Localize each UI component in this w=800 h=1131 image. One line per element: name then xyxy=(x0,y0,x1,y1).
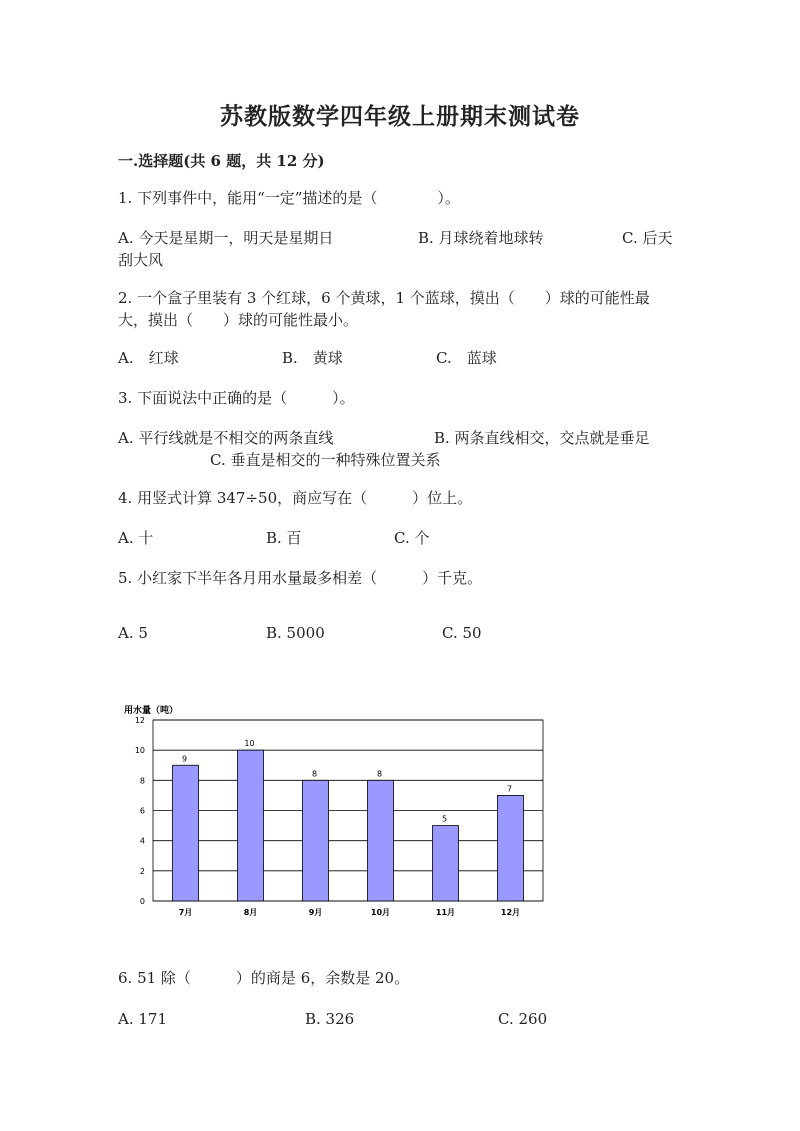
y-tick-label: 0 xyxy=(139,897,145,906)
water-usage-bar-chart xyxy=(118,700,558,930)
question-1-option-a: A. 今天是星期一，明天是星期日 xyxy=(118,229,334,247)
question-6-option-b: B. 326 xyxy=(305,1010,355,1028)
y-tick-label: 4 xyxy=(139,836,145,846)
bar-12月 xyxy=(498,795,524,901)
bar-10月 xyxy=(368,780,394,901)
bar-data-label: 8 xyxy=(376,769,383,779)
question-6-option-c: C. 260 xyxy=(498,1010,548,1028)
x-tick-label: 10月 xyxy=(370,908,391,917)
question-2-stem-line-1: 2. 一个盒子里装有 3 个红球，6 个黄球，1 个蓝球，摸出（ ）球的可能性最 xyxy=(118,289,650,307)
x-tick-label: 11月 xyxy=(435,908,456,917)
question-5-option-c: C. 50 xyxy=(442,624,482,642)
x-tick-label: 7月 xyxy=(178,908,193,917)
question-3-option-a: A. 平行线就是不相交的两条直线 xyxy=(118,429,334,447)
question-6-option-a: A. 171 xyxy=(118,1010,167,1028)
question-5-option-b: B. 5000 xyxy=(266,624,325,642)
y-tick-label: 2 xyxy=(139,866,145,876)
section-heading: 一.选择题(共 6 题，共 12 分) xyxy=(118,152,325,170)
question-5-stem: 5. 小红家下半年各月用水量最多相差（ ）千克。 xyxy=(118,569,483,587)
bar-9月 xyxy=(303,780,329,901)
question-2-option-c: C. 蓝球 xyxy=(436,349,497,367)
question-1-option-c: C. 后天 xyxy=(622,229,673,247)
bar-data-label: 9 xyxy=(181,754,188,764)
question-2-option-a: A. 红球 xyxy=(118,349,179,367)
y-tick-label: 8 xyxy=(139,776,145,786)
x-tick-label: 12月 xyxy=(500,908,521,917)
question-4-option-c: C. 个 xyxy=(394,529,430,547)
question-3-stem: 3. 下面说法中正确的是（ ）。 xyxy=(118,389,355,407)
y-tick-label: 12 xyxy=(134,716,145,725)
question-3-option-c: C. 垂直是相交的一种特殊位置关系 xyxy=(210,451,441,469)
x-tick-label: 9月 xyxy=(308,908,323,917)
chart-gridlines xyxy=(153,720,543,901)
question-4-option-b: B. 百 xyxy=(266,529,302,547)
bar-data-label: 10 xyxy=(244,739,255,749)
page-title: 苏教版数学四年级上册期末测试卷 xyxy=(220,103,580,130)
question-1-stem: 1. 下列事件中，能用“一定”描述的是（ ）。 xyxy=(118,189,460,207)
question-2-option-b: B. 黄球 xyxy=(282,349,343,367)
bar-8月 xyxy=(238,750,264,901)
y-tick-label: 6 xyxy=(139,806,145,816)
y-tick-label: 10 xyxy=(134,746,145,756)
bar-data-label: 5 xyxy=(441,814,448,824)
bar-11月 xyxy=(433,826,459,901)
x-tick-label: 8月 xyxy=(243,908,258,917)
question-1-option-b: B. 月球绕着地球转 xyxy=(418,229,544,247)
bar-data-label: 7 xyxy=(506,784,513,794)
question-1-option-c-continued: 刮大风 xyxy=(118,251,164,269)
question-4-option-a: A. 十 xyxy=(118,529,154,547)
question-4-stem: 4. 用竖式计算 347÷50，商应写在（ ）位上。 xyxy=(118,489,473,507)
bar-7月 xyxy=(173,765,199,901)
question-5-option-a: A. 5 xyxy=(118,624,148,642)
chart-bars xyxy=(173,750,524,901)
bar-data-label: 8 xyxy=(311,769,318,779)
question-3-option-b: B. 两条直线相交，交点就是垂足 xyxy=(434,429,650,447)
chart-y-axis-label: 用水量（吨） xyxy=(124,706,179,716)
question-6-stem: 6. 51 除（ ）的商是 6，余数是 20。 xyxy=(118,969,410,987)
question-2-stem-line-2: 大，摸出（ ）球的可能性最小。 xyxy=(118,311,359,329)
